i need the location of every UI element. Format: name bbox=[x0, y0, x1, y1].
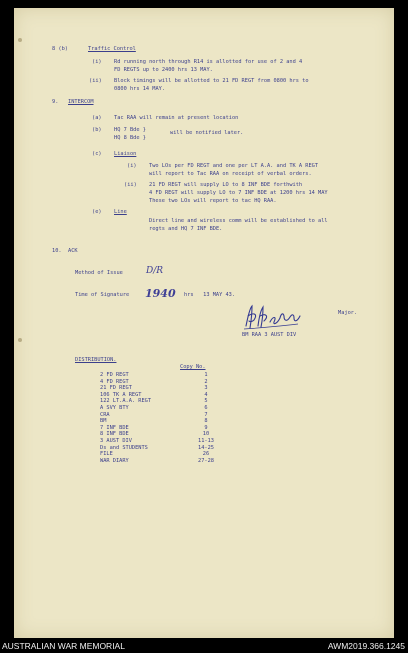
distribution-copy-number: 14-25 bbox=[198, 444, 214, 451]
distribution-unit: 8 INF BDE bbox=[100, 431, 129, 438]
distribution-unit: 122 LT.A.A. REGT bbox=[100, 398, 152, 405]
item-number: (i) bbox=[127, 163, 137, 169]
footer-institution: AUSTRALIAN WAR MEMORIAL bbox=[2, 641, 125, 651]
distribution-unit: 21 FD REGT bbox=[100, 385, 132, 392]
distribution-copy-number: 1 bbox=[204, 372, 208, 378]
footer-accession-number: AWM2019.366.1245 bbox=[327, 641, 405, 651]
distribution-unit: 4 FD REGT bbox=[100, 378, 129, 385]
signature bbox=[240, 302, 310, 332]
item-number: (ii) bbox=[124, 182, 137, 188]
distribution-unit: FILE bbox=[100, 451, 113, 458]
text-line: Tac RAA will remain at present location bbox=[114, 115, 239, 121]
distribution-copy-number: 26 bbox=[202, 451, 210, 458]
section-9-number: 9. bbox=[52, 99, 59, 105]
text-line: 4 FD REGT will supply LO to 7 INF BDE at 1200 hrs 14 MAY bbox=[149, 190, 328, 196]
text-line: HQ 7 Bde } bbox=[114, 127, 146, 133]
signatory-title: BM RAA 3 AUST DIV bbox=[242, 332, 297, 338]
section-8-heading: Traffic Control bbox=[88, 46, 136, 52]
text-line: regts and HQ 7 INF BDE. bbox=[149, 226, 223, 232]
distribution-copy-number: 10 bbox=[202, 431, 210, 438]
item-number: (a) bbox=[92, 115, 102, 121]
footer-bar bbox=[0, 638, 408, 653]
text-line: Rd running north through R14 is allotted for use of 2 and 4 bbox=[114, 59, 303, 65]
distribution-copy-number: 3 bbox=[204, 385, 208, 392]
subsection-heading: Line bbox=[114, 209, 127, 215]
text-line: 0800 hrs 14 MAY. bbox=[114, 86, 166, 92]
item-number: (c) bbox=[92, 151, 102, 157]
distribution-unit: BM bbox=[100, 418, 107, 425]
distribution-unit: CRA bbox=[100, 411, 110, 418]
signatory-rank: Major. bbox=[338, 310, 358, 316]
distribution-copy-number: 11-13 bbox=[198, 438, 214, 444]
distribution-unit: 3 AUST DIV bbox=[100, 438, 132, 444]
distribution-unit: WAR DIARY bbox=[100, 457, 129, 464]
date-text: hrs 13 MAY 43. bbox=[184, 292, 236, 298]
text-line: FD REGTS up to 2400 hrs 13 MAY. bbox=[114, 67, 213, 73]
section-8-number: 8 (b) bbox=[52, 46, 68, 52]
distribution-copy-number: 9 bbox=[204, 424, 208, 431]
text-line: Two LOs per FD REGT and one per LT A.A. and TK A REGT bbox=[149, 163, 319, 169]
punch-hole bbox=[18, 338, 22, 342]
section-9-heading: INTERCOM bbox=[68, 99, 94, 105]
subsection-heading: Liaison bbox=[114, 151, 137, 157]
distribution-unit: 7 INF BDE bbox=[100, 424, 129, 431]
distribution-copy-number: 5 bbox=[204, 398, 208, 405]
time-label: Time of Signature bbox=[75, 292, 130, 298]
punch-hole bbox=[18, 38, 22, 42]
section-10-number: 10. bbox=[52, 248, 62, 254]
distribution-unit: 106 TK A REGT bbox=[100, 391, 142, 398]
distribution-copy-number: 27-28 bbox=[198, 457, 214, 464]
distribution-copy-number: 2 bbox=[204, 378, 208, 385]
distribution-copy-number: 7 bbox=[204, 411, 208, 418]
time-value-handwritten: 1940 bbox=[145, 287, 176, 300]
distribution-copy-number: 6 bbox=[204, 405, 208, 411]
item-number: (e) bbox=[92, 209, 102, 215]
text-line: Block timings will be allotted to 21 FD REGT from 0800 hrs to bbox=[114, 78, 309, 84]
distribution-heading: DISTRIBUTION. bbox=[75, 357, 117, 363]
copy-number-heading: Copy No. bbox=[180, 364, 206, 370]
distribution-copy-number: 8 bbox=[204, 418, 208, 425]
section-10-heading: ACK bbox=[68, 248, 78, 254]
text-line: These two LOs will report to tac HQ RAA. bbox=[149, 198, 277, 204]
text-line: HQ 8 Bde } bbox=[114, 135, 146, 141]
text-line: will be notified later. bbox=[170, 130, 244, 136]
item-number: (i) bbox=[92, 59, 102, 65]
method-value-handwritten: D/R bbox=[146, 266, 164, 276]
text-line: Direct line and wireless comm will be established to all bbox=[149, 218, 328, 224]
text-line: will report to Tac RAA on receipt of verbal orders. bbox=[149, 171, 312, 177]
distribution-unit: Ds and STUDENTS bbox=[100, 444, 148, 451]
item-number: (b) bbox=[92, 127, 102, 133]
distribution-unit: 2 FD REGT bbox=[100, 372, 129, 378]
distribution-copy-number: 4 bbox=[204, 391, 208, 398]
text-line: 21 FD REGT will supply LO to 8 INF BDE forthwith bbox=[149, 182, 303, 188]
distribution-unit: A SVY BTY bbox=[100, 405, 129, 411]
item-number: (ii) bbox=[89, 78, 102, 84]
method-label: Method of Issue bbox=[75, 270, 123, 276]
